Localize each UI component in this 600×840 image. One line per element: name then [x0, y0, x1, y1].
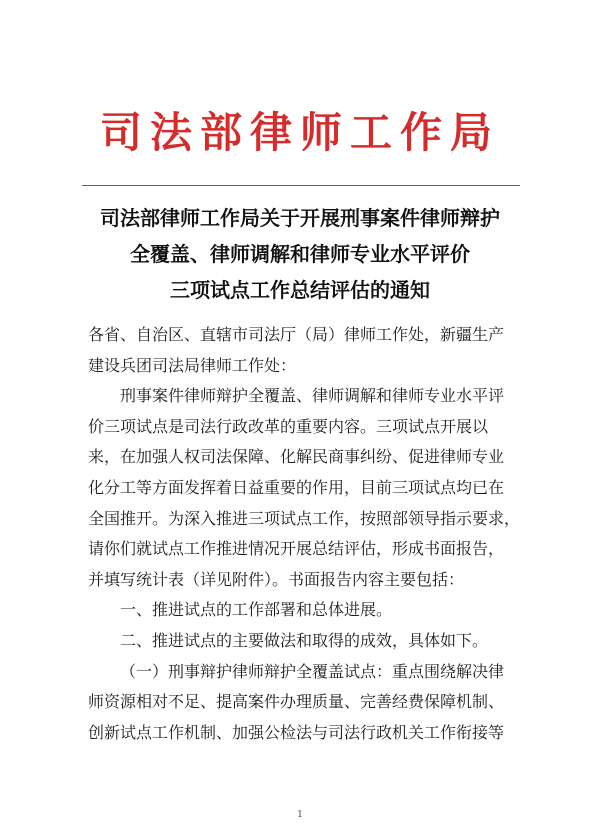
section-heading: 一、推进试点的工作部署和总体进展。: [120, 600, 393, 620]
notice-title-line: 三项试点工作总结评估的通知: [170, 278, 430, 302]
body-line: 来，在加强人权司法保障、化解民商事纠纷、促进律师专业: [88, 447, 505, 467]
body-line: 刑事案件律师辩护全覆盖、律师调解和律师专业水平评: [120, 386, 505, 406]
notice-title: [0, 200, 600, 308]
body-line: 化分工等方面发挥着日益重要的作用，目前三项试点均已在: [88, 477, 505, 497]
body-line: 并填写统计表（详见附件）。书面报告内容主要包括：: [88, 569, 465, 589]
red-divider-line: [82, 185, 520, 186]
org-header-title: 司法部律师工作局: [99, 108, 500, 157]
addressee-line: 各省、自治区、直辖市司法厅（局）律师工作处，新疆生产: [88, 325, 505, 344]
body-line: 创新试点工作机制、加强公检法与司法行政机关工作衔接等: [88, 722, 505, 742]
page-number: 1: [297, 810, 303, 820]
notice-title-line: 司法部律师工作局关于开展刑事案件律师辩护: [100, 206, 500, 230]
body-line: （一）刑事辩护律师辩护全覆盖试点：重点围绕解决律: [120, 661, 505, 681]
section-heading: 二、推进试点的主要做法和取得的成效，具体如下。: [120, 630, 489, 650]
body-line: 请你们就试点工作推进情况开展总结评估，形成书面报告，: [88, 539, 505, 559]
notice-title-line: 全覆盖、律师调解和律师专业水平评价: [130, 242, 470, 266]
notice-body: [88, 320, 524, 748]
body-line: 全国推开。为深入推进三项试点工作，按照部领导指示要求，: [88, 508, 521, 528]
body-line: 师资源相对不足、提高案件办理质量、完善经费保障机制、: [88, 692, 505, 712]
body-line: 价三项试点是司法行政改革的重要内容。三项试点开展以: [88, 416, 489, 436]
addressee-line: 建设兵团司法局律师工作处：: [88, 355, 297, 375]
